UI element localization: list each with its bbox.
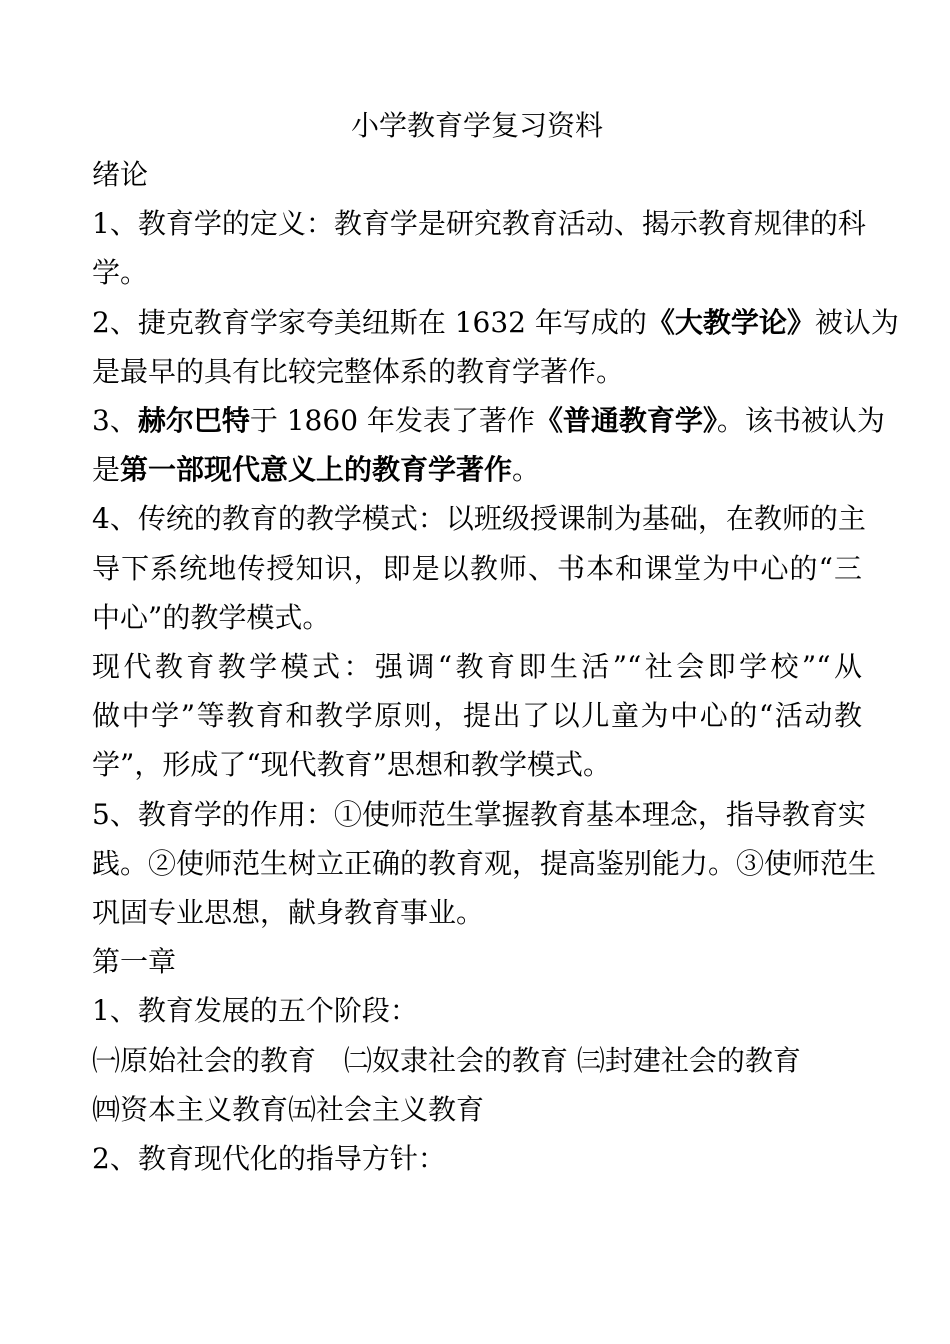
text-line xyxy=(92,642,862,691)
text-segment: 。 xyxy=(512,453,541,487)
text-segment: 2、捷克教育学家夸美纽斯在 1632 年写成的 xyxy=(92,305,647,339)
bold-text-segment: 《大教学论》 xyxy=(646,305,815,339)
text-line xyxy=(92,347,862,396)
text-segment: ㈣资本主义教育㈤社会主义教育 xyxy=(92,1092,485,1126)
text-segment: 。该书被认为 xyxy=(716,404,885,438)
bold-text-segment: 《普通教育学》 xyxy=(534,404,717,438)
text-segment: 导下系统地传授知识，即是以教师、书本和课堂为中心的“三 xyxy=(92,551,862,585)
text-line xyxy=(92,494,866,543)
text-segment: 2、教育现代化的指导方针： xyxy=(92,1142,446,1176)
text-line xyxy=(92,790,866,839)
text-line xyxy=(92,544,862,593)
document-page xyxy=(92,102,899,1183)
text-line xyxy=(92,937,862,986)
text-line xyxy=(92,199,866,248)
text-segment: 4、传统的教育的教学模式：以班级授课制为基础，在教师的主 xyxy=(92,502,866,536)
text-line xyxy=(92,1036,862,1085)
text-line xyxy=(92,1085,862,1134)
text-segment: 现代教育教学模式：强调“教育即生活”“社会即学校”“从 xyxy=(92,650,862,684)
text-line xyxy=(92,839,877,888)
document-title: 小学教育学复习资料 xyxy=(350,109,603,142)
text-segment: 被认为 xyxy=(814,305,899,339)
text-line xyxy=(92,1134,862,1183)
text-segment: 学”，形成了“现代教育”思想和教学模式。 xyxy=(92,748,611,782)
document-body xyxy=(92,150,899,1183)
text-line xyxy=(92,986,862,1035)
text-segment: 3、 xyxy=(92,404,138,438)
text-line xyxy=(92,150,862,199)
text-segment: 巩固专业思想，献身教育事业。 xyxy=(92,896,485,930)
bold-text-segment: 第一部现代意义上的教育学著作 xyxy=(120,453,513,487)
text-line xyxy=(92,445,862,494)
text-segment: 做中学”等教育和教学原则，提出了以儿童为中心的“活动教 xyxy=(92,699,862,733)
text-segment: 学。 xyxy=(92,256,149,290)
text-segment: 第一章 xyxy=(92,945,177,979)
text-segment: ㈠原始社会的教育 ㈡奴隶社会的教育 ㈢封建社会的教育 xyxy=(92,1043,801,1077)
text-segment: 是 xyxy=(92,453,121,487)
text-segment: 践。②使师范生树立正确的教育观，提高鉴别能力。③使师范生 xyxy=(92,846,877,880)
text-line xyxy=(92,740,862,789)
text-line xyxy=(92,691,862,740)
text-line xyxy=(92,888,862,937)
text-line xyxy=(92,298,899,347)
text-line xyxy=(92,396,885,445)
text-segment: 中心”的教学模式。 xyxy=(92,600,331,634)
text-segment: 1、教育学的定义：教育学是研究教育活动、揭示教育规律的科 xyxy=(92,207,866,241)
text-line xyxy=(92,593,862,642)
text-segment: 是最早的具有比较完整体系的教育学著作。 xyxy=(92,354,625,388)
text-segment: 于 1860 年发表了著作 xyxy=(249,404,535,438)
text-line xyxy=(92,248,862,297)
text-segment: 绪论 xyxy=(92,158,149,191)
text-segment: 5、教育学的作用：①使师范生掌握教育基本理念，指导教育实 xyxy=(92,797,866,831)
bold-text-segment: 赫尔巴特 xyxy=(137,404,250,438)
text-segment: 1、教育发展的五个阶段： xyxy=(92,994,418,1028)
